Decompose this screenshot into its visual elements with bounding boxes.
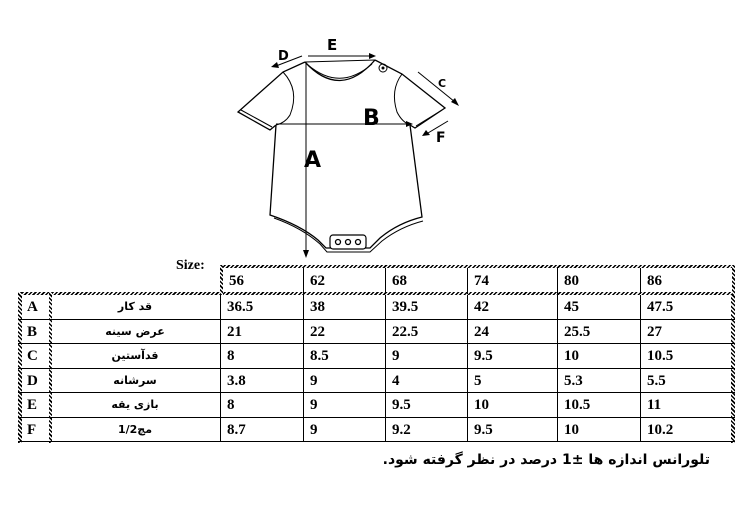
cell-value: 9.5 bbox=[467, 344, 557, 368]
cell-value: 22 bbox=[303, 320, 385, 344]
cell-value: 9 bbox=[303, 418, 385, 442]
cell-value: 22.5 bbox=[385, 320, 467, 344]
row-name: قدآستین bbox=[111, 349, 159, 362]
label-D: D bbox=[278, 49, 289, 64]
row-letter: C bbox=[27, 348, 38, 364]
label-B: B bbox=[363, 106, 380, 131]
table-row-D bbox=[18, 369, 735, 394]
row-letter: A bbox=[27, 299, 38, 315]
label-E: E bbox=[327, 36, 338, 54]
cell-value: 45 bbox=[557, 295, 640, 319]
table-row-F bbox=[18, 418, 735, 443]
cell-value: 10.5 bbox=[557, 393, 640, 417]
cell-value: 8.5 bbox=[303, 344, 385, 368]
cell-value: 21 bbox=[220, 320, 303, 344]
table-row-E bbox=[18, 393, 735, 418]
table-row-C bbox=[18, 344, 735, 369]
cell-value: 9.5 bbox=[467, 418, 557, 442]
row-name: قد کار bbox=[117, 300, 153, 313]
cell-value: 38 bbox=[303, 295, 385, 319]
table-row-A bbox=[18, 295, 735, 320]
cell-value: 27 bbox=[640, 320, 731, 344]
cell-value: 25.5 bbox=[557, 320, 640, 344]
cell-value: 3.8 bbox=[220, 369, 303, 393]
cell-value: 9 bbox=[385, 344, 467, 368]
cell-value: 5 bbox=[467, 369, 557, 393]
table-row-B bbox=[18, 320, 735, 345]
cell-value: 10 bbox=[557, 418, 640, 442]
size-56: 56 bbox=[229, 273, 244, 289]
cell-value: 5.5 bbox=[640, 369, 731, 393]
cell-value: 10.5 bbox=[640, 344, 731, 368]
cell-value: 9 bbox=[303, 393, 385, 417]
row-name: بازی یقه bbox=[111, 398, 159, 411]
size-86: 86 bbox=[640, 268, 732, 294]
cell-value: 8 bbox=[220, 393, 303, 417]
row-name: مچ1/2 bbox=[117, 422, 153, 436]
cell-value: 11 bbox=[640, 393, 731, 417]
cell-value: 10.2 bbox=[640, 418, 731, 442]
cell-value: 36.5 bbox=[220, 295, 303, 319]
tolerance-note: تلورانس اندازه ها ±1 درصد در نظر گرفته شود. bbox=[382, 452, 710, 468]
size-80: 80 bbox=[557, 268, 640, 294]
row-letter: D bbox=[27, 372, 38, 389]
cell-value: 8 bbox=[220, 344, 303, 368]
cell-value: 47.5 bbox=[640, 295, 731, 319]
cell-value: 4 bbox=[385, 369, 467, 393]
cell-value: 39.5 bbox=[385, 295, 467, 319]
label-F: F bbox=[436, 130, 446, 146]
cell-value: 10 bbox=[557, 344, 640, 368]
size-74: 74 bbox=[467, 268, 557, 294]
cell-value: 8.7 bbox=[220, 418, 303, 442]
measurement-table bbox=[18, 295, 735, 443]
row-name: سرشانه bbox=[113, 373, 157, 387]
cell-value: 10 bbox=[467, 393, 557, 417]
row-letter: B bbox=[27, 323, 38, 340]
cell-value: 24 bbox=[467, 320, 557, 344]
size-62: 62 bbox=[303, 268, 385, 294]
hatch-border-right bbox=[732, 265, 735, 295]
label-A: A bbox=[304, 148, 322, 173]
cell-value: 9 bbox=[303, 369, 385, 393]
row-letter: F bbox=[27, 421, 37, 438]
size-label: Size: bbox=[176, 258, 205, 273]
bodysuit-outline-icon bbox=[230, 30, 480, 260]
cell-value: 5.3 bbox=[557, 369, 640, 393]
row-letter: E bbox=[27, 397, 38, 413]
size-68: 68 bbox=[385, 268, 467, 294]
bodysuit-diagram bbox=[230, 30, 480, 260]
cell-value: 9.5 bbox=[385, 393, 467, 417]
size-header-row bbox=[220, 265, 735, 295]
label-C: C bbox=[438, 77, 447, 90]
row-name: عرض سینه bbox=[105, 324, 165, 338]
cell-value: 9.2 bbox=[385, 418, 467, 442]
cell-value: 42 bbox=[467, 295, 557, 319]
